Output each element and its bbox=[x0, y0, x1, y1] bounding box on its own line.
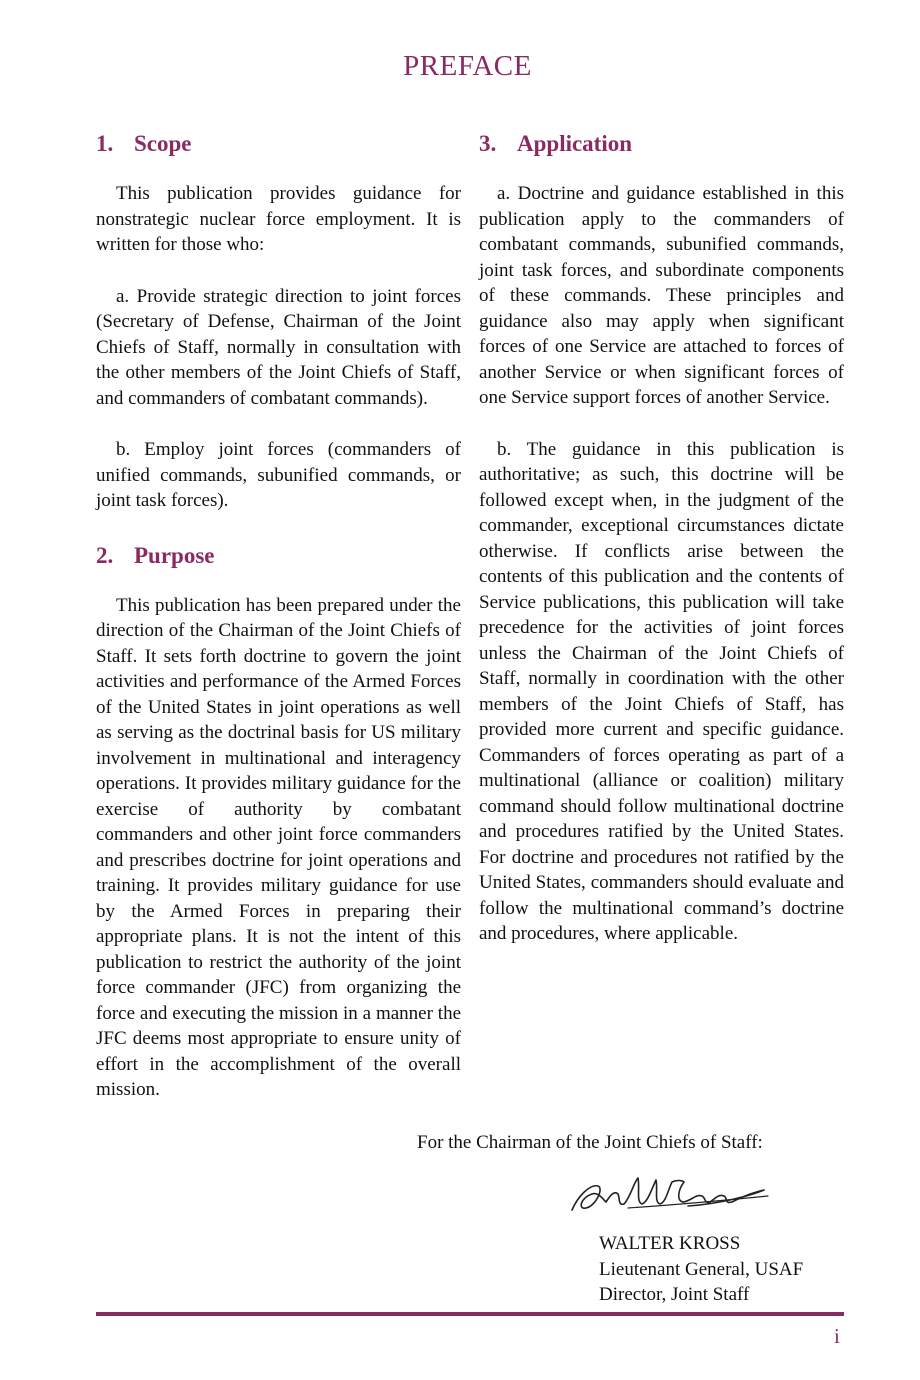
right-column bbox=[479, 128, 844, 973]
signer-rank: Lieutenant General, USAF bbox=[599, 1258, 804, 1280]
left-column bbox=[96, 128, 461, 1129]
section-heading-purpose bbox=[96, 540, 461, 572]
page-title: PREFACE bbox=[403, 50, 532, 82]
page-number: i bbox=[834, 1324, 840, 1348]
application-paragraph-b: b. The guidance in this publication is authoritative; as such, this doctrine will be followed except when, in the judgment of the commander, exceptional circumstances dictate otherwise. If conflicts arise between the contents of this publication and the contents of Service publications, this publication will take precedence for the activities of joint forces unless the Chairman of the Joint Chiefs of Staff, normally in coordination with the other members of the Joint Chiefs of Staff, has provided more current and specific guidance. Commanders of forces operating as part of a multinational (alliance or coalition) military command should follow multinational doctrine and procedures ratified by the United States. For doctrine and procedures not ratified by the United States, commanders should evaluate and follow the multinational command’s doctrine and procedures, where applicable. bbox=[479, 438, 844, 944]
section-number: 1. bbox=[96, 131, 114, 156]
section-title: Application bbox=[517, 131, 633, 156]
signer-block bbox=[599, 1231, 803, 1308]
footer-rule bbox=[96, 1312, 844, 1316]
signature-for-line: For the Chairman of the Joint Chiefs of Staff: bbox=[417, 1132, 763, 1153]
scope-paragraph-intro: This publication provides guidance for nonstrategic nuclear force employment. It is written for those who: bbox=[96, 183, 461, 255]
handwritten-signature bbox=[568, 1168, 778, 1218]
signer-name: WALTER KROSS bbox=[599, 1233, 741, 1254]
section-number: 2. bbox=[96, 542, 114, 568]
section-title: Purpose bbox=[134, 542, 215, 568]
scope-paragraph-a: a. Provide strategic direction to joint forces (Secretary of Defense, Chairman of the Joint Chiefs of Staff, normally in consultation with the other members of the Joint Chiefs of Staff, and commanders of combatant commands). bbox=[96, 285, 461, 409]
application-paragraph-a: a. Doctrine and guidance established in this publication apply to the commanders of combatant commands, subunified commands, joint task forces, and subordinate components of these commands. These principles and guidance also may apply when significant forces of one Service are attached to forces of another Service or when significant forces of one Service support forces of another Service. bbox=[479, 183, 844, 408]
section-number: 3. bbox=[479, 131, 497, 156]
section-heading-scope bbox=[96, 128, 461, 160]
scope-paragraph-b: b. Employ joint forces (commanders of unified commands, subunified commands, or joint task forces). bbox=[96, 439, 461, 511]
section-title: Scope bbox=[134, 131, 192, 156]
purpose-paragraph: This publication has been prepared under the direction of the Chairman of the Joint Chiefs of Staff. It sets forth doctrine to govern the joint activities and performance of the Armed Forces of the United States in joint operations as well as serving as the doctrinal basis for US military involvement in multinational and interagency operations. It provides military guidance for the exercise of authority by combatant commanders and other joint force commanders and prescribes doctrine for joint operations and training. It provides military guidance for use by the Armed Forces in preparing their appropriate plans. It is not the intent of this publication to restrict the authority of the joint force commander (JFC) from organizing the force and executing the mission in a manner the JFC deems most appropriate to ensure unity of effort in the accomplishment of the overall mission. bbox=[96, 594, 461, 1100]
section-heading-application bbox=[479, 128, 844, 160]
signer-title: Director, Joint Staff bbox=[599, 1284, 750, 1305]
